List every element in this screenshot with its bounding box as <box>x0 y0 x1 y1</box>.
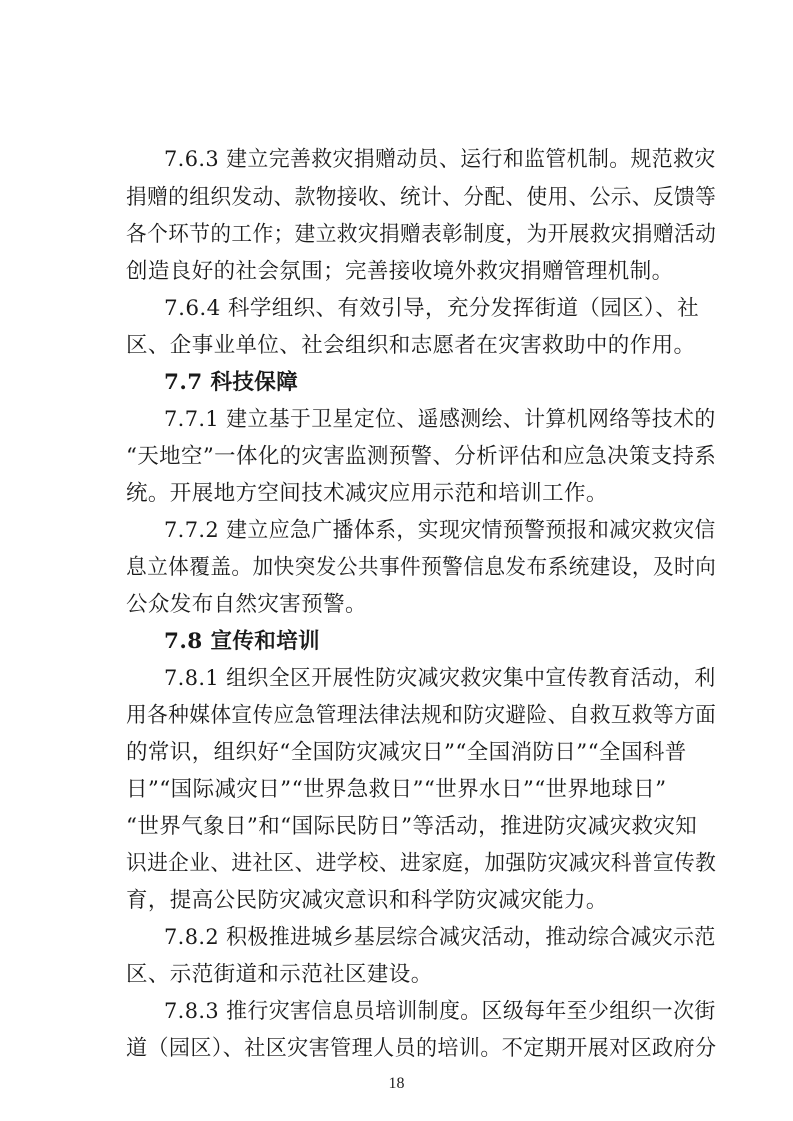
paragraph-7-8-3-line-1: 7.8.3 推行灾害信息员培训制度。区级每年至少组织一次街 <box>164 999 716 1024</box>
paragraph-7-7-2-line-2: 息立体覆盖。加快突发公共事件预警信息发布系统建设，及时向 <box>126 555 717 580</box>
paragraph-7-8-1-line-2: 用各种媒体宣传应急管理法律法规和防灾避险、自救互救等方面 <box>126 703 717 728</box>
paragraph-7-6-4-line-1: 7.6.4 科学组织、有效引导，充分发挥街道（园区）、社 <box>164 296 699 321</box>
paragraph-7-7-2-line-3: 公众发布自然灾害预警。 <box>126 592 367 617</box>
paragraph-7-8-1-line-3: 的常识，组织好“全国防灾减灾日”“全国消防日”“全国科普 <box>126 740 687 765</box>
paragraph-7-8-1-line-1: 7.8.1 组织全区开展性防灾减灾救灾集中宣传教育活动，利 <box>164 666 716 691</box>
paragraph-7-6-4-line-2: 区、企事业单位、社会组织和志愿者在灾害救助中的作用。 <box>126 333 696 358</box>
paragraph-7-6-3-line-4: 创造良好的社会氛围；完善接收境外救灾捐赠管理机制。 <box>126 259 674 284</box>
section-heading-7-7: 7.7 科技保障 <box>164 370 299 395</box>
paragraph-7-7-1-line-1: 7.7.1 建立基于卫星定位、遥感测绘、计算机网络等技术的 <box>164 407 716 432</box>
paragraph-7-8-2-line-2: 区、示范街道和示范社区建设。 <box>126 962 433 987</box>
paragraph-7-7-1-line-3: 统。开展地方空间技术减灾应用示范和培训工作。 <box>126 481 608 506</box>
paragraph-7-8-1-line-6: 识进企业、进社区、进学校、进家庭，加强防灾减灾科普宣传教 <box>126 851 717 876</box>
paragraph-7-7-2-line-1: 7.7.2 建立应急广播体系，实现灾情预警预报和减灾救灾信 <box>164 518 716 543</box>
paragraph-7-6-3-line-1: 7.6.3 建立完善救灾捐赠动员、运行和监管机制。规范救灾 <box>164 147 716 172</box>
paragraph-7-8-2-line-1: 7.8.2 积极推进城乡基层综合减灾活动，推动综合减灾示范 <box>164 925 716 950</box>
paragraph-7-6-3-line-2: 捐赠的组织发动、款物接收、统计、分配、使用、公示、反馈等 <box>126 185 717 210</box>
paragraph-7-8-1-line-5: “世界气象日”和“国际民防日”等活动，推进防灾减灾救灾知 <box>126 814 698 839</box>
paragraph-7-6-3-line-3: 各个环节的工作；建立救灾捐赠表彰制度，为开展救灾捐赠活动 <box>126 222 717 247</box>
paragraph-7-8-1-line-7: 育，提高公民防灾减灾意识和科学防灾减灾能力。 <box>126 888 608 913</box>
paragraph-7-8-1-line-4: 日”“国际减灾日”“世界急救日”“世界水日”“世界地球日” <box>126 777 667 802</box>
paragraph-7-7-1-line-2: “天地空”一体化的灾害监测预警、分析评估和应急决策支持系 <box>126 444 717 469</box>
paragraph-7-8-3-line-2: 道（园区）、社区灾害管理人员的培训。不定期开展对区政府分 <box>126 1036 717 1061</box>
section-heading-7-8: 7.8 宣传和培训 <box>164 629 320 654</box>
page-number: 18 <box>388 1075 405 1092</box>
